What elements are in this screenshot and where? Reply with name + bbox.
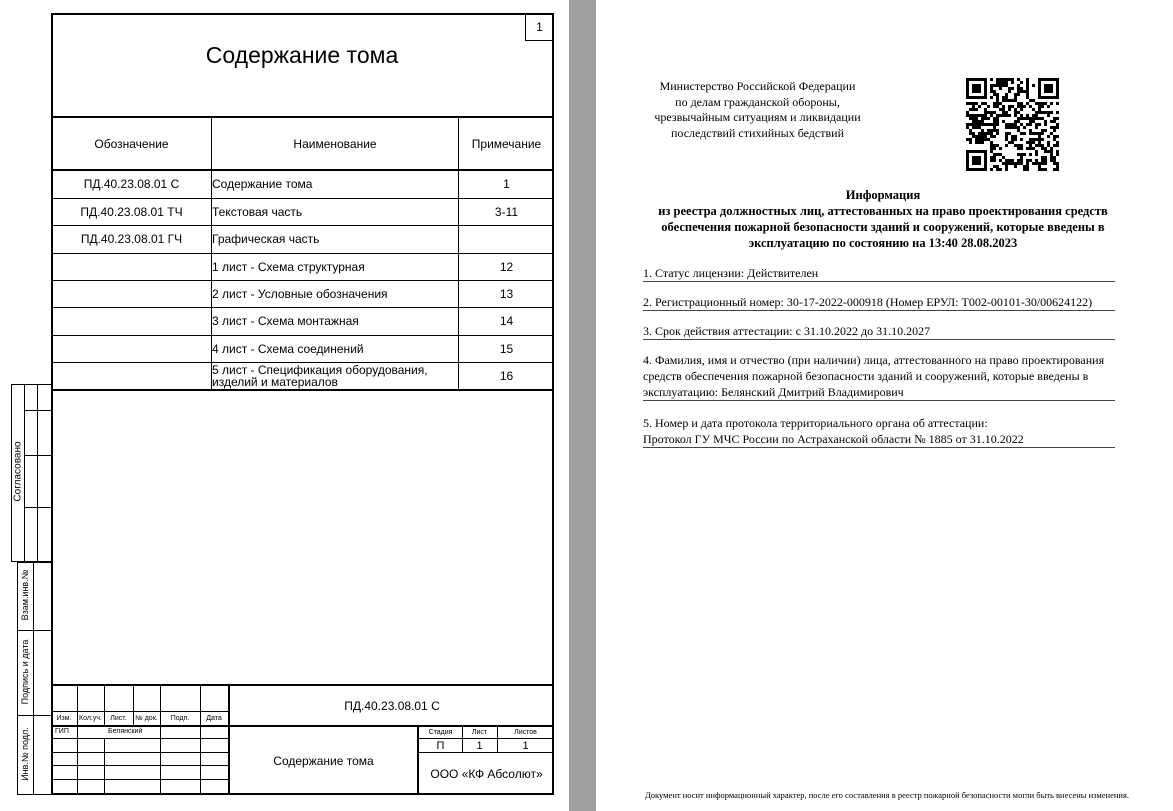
row-note: 3-11 [494,204,519,219]
row-note [459,225,554,253]
row-name: 1 лист - Схема структурная [212,259,365,274]
side-label-agreed: Согласовано [12,441,24,502]
gip-name: Белянский [108,728,143,735]
sheet-label: Лист [471,728,488,736]
row-note: 15 [499,341,514,356]
info-item-line: эксплуатацию: Белянский Дмитрий Владимирович [643,385,904,399]
sheets-value: 1 [522,739,529,752]
info-item-line: средств обеспечения пожарной безопасности зданий и сооружений, которые введены в [643,369,1089,383]
row-designation: ПД.40.23.08.01 ГЧ [80,232,183,246]
row-note: 13 [499,286,514,301]
col-doc: № док. [135,715,158,722]
col-kol: Кол.уч. [79,715,102,722]
gip-label: ГИП [55,728,69,735]
side-label-inv-no: Инв.№ подл. [20,727,30,781]
sheet-value: 1 [476,739,483,752]
info-heading: Информация [845,188,921,202]
sheets-label: Листов [514,728,537,736]
col-list: Лист. [110,715,127,722]
info-item-underline [643,310,1115,311]
info-item-line: 1. Статус лицензии: Действителен [643,266,819,280]
col-sign: Подп. [170,715,190,722]
stage-label: Стадия [428,728,453,736]
row-designation: ПД.40.23.08.01 ТЧ [80,204,183,219]
row-designation [52,307,211,335]
info-item-underline [643,281,1115,282]
col-date: Дата [206,715,222,722]
row-designation: ПД.40.23.08.01 С [83,177,180,191]
qr-code [966,78,1059,171]
side-label-replace-inv: Взам.инв.№ [20,569,30,621]
left-page [0,0,569,811]
row-name: Текстовая часть [212,204,303,219]
header-name: Наименование [293,136,377,151]
info-item-line: 5. Номер и дата протокола территориального органа об аттестации: [643,416,988,430]
info-item-underline [643,447,1115,448]
row-note: 12 [499,259,514,274]
volume-title [52,30,552,80]
info-item-underline [643,400,1115,401]
row-name: 3 лист - Схема монтажная [212,314,359,328]
row-name: Графическая часть [212,232,320,246]
row-note: 14 [499,314,514,328]
page-number: 1 [536,20,543,34]
header-designation: Обозначение [94,136,169,151]
info-item-line: 2. Регистрационный номер: 30-17-2022-000918 (Номер ЕРУЛ: Т002-00101-30/00624122) [643,295,1093,309]
side-label-sign-date: Подпись и дата [20,639,30,705]
disclaimer: Документ носит информационный характер, после его составления в реестр пожарной безопасности могли быть внесены изменения. [644,790,1130,800]
row-name: Содержание тома [212,177,313,191]
row-note: 1 [503,177,510,191]
stamp-code: ПД.40.23.08.01 С [344,698,440,713]
row-name: 5 лист - Спецификация оборудования, изделий и материалов [212,362,428,389]
row-name: 2 лист - Условные обозначения [212,286,388,301]
row-designation [52,362,211,389]
row-designation [52,280,211,307]
stamp-doc-title: Содержание тома [273,754,374,768]
row-designation [52,335,211,362]
row-designation [52,253,211,280]
info-item-underline [643,339,1115,340]
col-izm: Изм. [56,715,72,722]
company-name: ООО «КФ Абсолют» [430,767,543,781]
row-name: 4 лист - Схема соединений [212,341,364,356]
info-item-line: 3. Срок действия аттестации: с 31.10.2022 до 31.10.2027 [643,324,931,338]
info-heading-block: Информация из реестра должностных лиц, аттестованных на право проектирования средств обеспечения пожарной безопасности зданий и сооружений, которые введены в эксплуатацию по состоянию на 13:40 28.08.2023 [640,187,1126,251]
header-note: Примечание [471,136,542,151]
ministry-block: Министерство Российской Федерации по делам гражданской обороны, чрезвычайным ситуациям и ликвидации последствий стихийных бедствий [654,79,861,140]
volume-title-text: Содержание тома [205,41,399,68]
info-item-line: Протокол ГУ МЧС России по Астраханской области № 1885 от 31.10.2022 [643,432,1024,446]
row-note: 16 [499,368,514,383]
info-item-line: 4. Фамилия, имя и отчество (при наличии) лица, аттестованного на право проектирования [643,353,1105,367]
stage-value: П [436,739,445,752]
